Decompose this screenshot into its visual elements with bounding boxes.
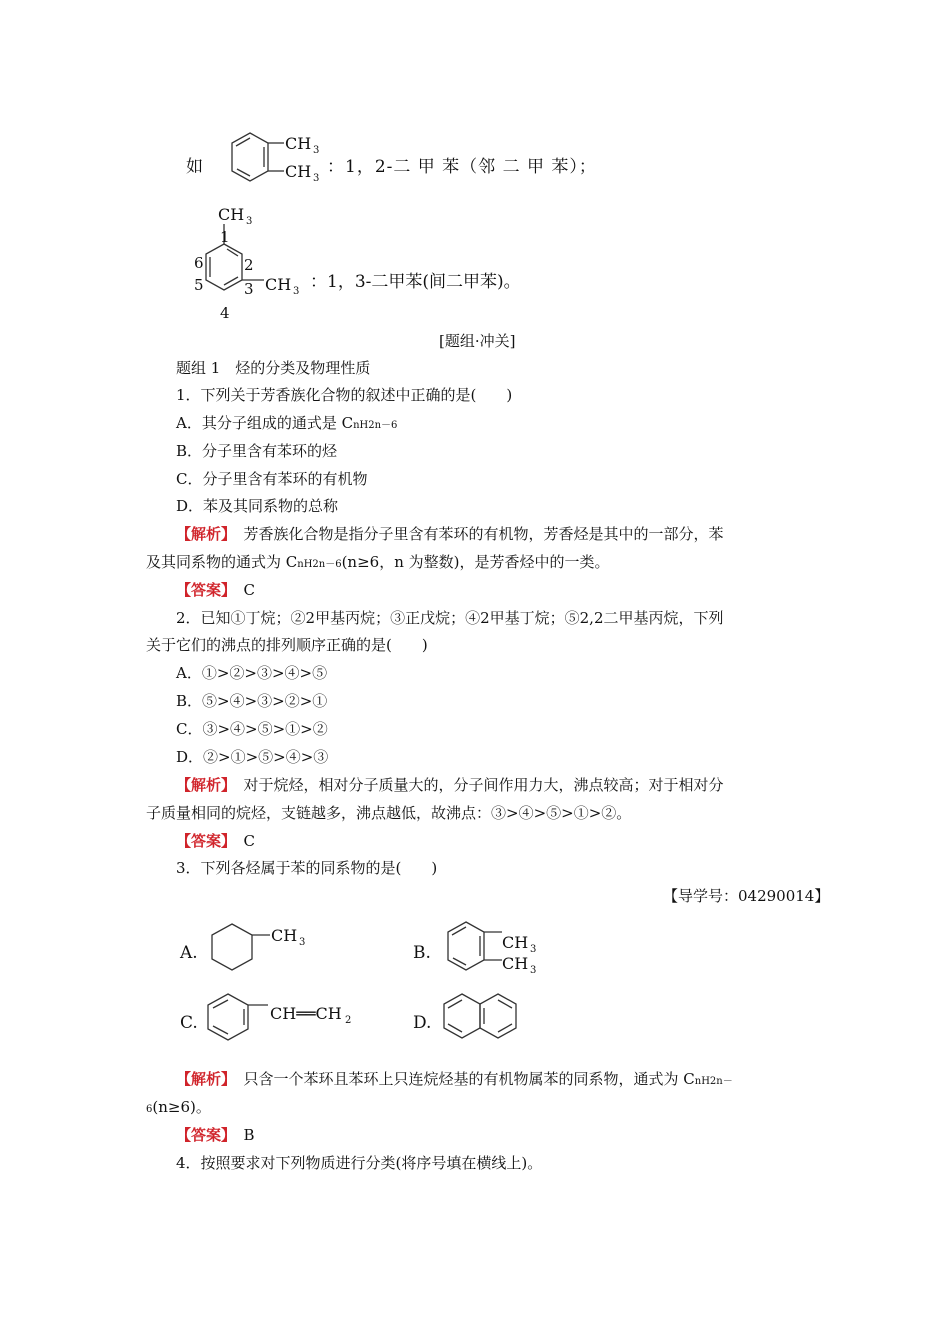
q1-option-a: A．其分子组成的通式是 CnH2n－6 [176, 414, 398, 432]
m-xylene-structure [190, 200, 310, 320]
q1-analysis-line2: 及其同系物的通式为 CnH2n－6(n≥6，n 为整数)，是芳香烃中的一类。 [146, 553, 610, 571]
ch3-label: CH [285, 134, 312, 153]
answer-label: 【答案】 [176, 1126, 229, 1144]
q2-stem-line1: 2．已知①丁烷；②2甲基丙烷；③正戊烷；④2甲基丁烷；⑤2,2二甲基丙烷，下列 [176, 609, 724, 627]
ch3-label: CH [285, 162, 312, 181]
q2-answer: 【答案】 C [176, 832, 255, 850]
vinyl-formula: CH══CH [270, 1004, 342, 1023]
q3-analysis-line1: 【解析】 只含一个苯环且苯环上只连烷烃基的有机物属苯的同系物，通式为 CnH2n－ [176, 1070, 733, 1088]
q3-option-c-structure [200, 988, 360, 1058]
q3-option-b-structure [432, 914, 552, 984]
position-number: 1 [220, 228, 230, 246]
q2-analysis-line2: 子质量相同的烷烃，支链越多，沸点越低，故沸点：③>④>⑤>①>②。 [146, 804, 632, 822]
ch3-label: CH [502, 933, 529, 952]
section-tag: [题组·冲关] [439, 332, 516, 350]
position-number: 4 [220, 304, 230, 322]
position-number: 3 [244, 280, 254, 298]
q3-option-d-structure [438, 988, 538, 1058]
q1-option-d: D．苯及其同系物的总称 [176, 497, 339, 515]
ch3-sub: 3 [313, 173, 320, 184]
q3-option-a-letter: A. [180, 943, 198, 963]
q3-answer: 【答案】 B [176, 1126, 255, 1144]
group-title: 题组 1 烃的分类及物理性质 [176, 359, 371, 377]
answer-label: 【答案】 [176, 581, 229, 599]
q3-option-b-letter: B. [413, 943, 431, 963]
ch3-sub: 3 [530, 944, 537, 955]
q2-analysis-line1: 【解析】 对于烷烃，相对分子质量大的，分子间作用力大，沸点较高；对于相对分 [176, 776, 724, 794]
q1-option-b: B．分子里含有苯环的烃 [176, 442, 338, 460]
answer-label: 【答案】 [176, 832, 229, 850]
position-number: 2 [244, 256, 254, 274]
q3-guide-number: 【导学号：04290014】 [663, 887, 830, 905]
ch3-label: CH [271, 926, 298, 945]
ch3-sub: 3 [246, 216, 253, 227]
position-number: 5 [194, 276, 204, 294]
q4-stem: 4．按照要求对下列物质进行分类(将序号填在横线上)。 [176, 1154, 543, 1172]
q3-option-c-letter: C. [180, 1013, 198, 1033]
q3-analysis-line2: 6(n≥6)。 [146, 1098, 211, 1116]
position-number: 6 [194, 254, 204, 272]
q2-option-b: B．⑤>④>③>②>① [176, 692, 328, 710]
q3-option-d-letter: D. [413, 1013, 432, 1033]
ch3-label: CH [218, 205, 245, 224]
q2-option-c: C．③>④>⑤>①>② [176, 720, 328, 738]
analysis-label: 【解析】 [176, 1070, 229, 1088]
o-xylene-structure [210, 125, 330, 195]
ch3-sub: 3 [530, 965, 537, 976]
analysis-label: 【解析】 [176, 776, 229, 794]
ch3-label: CH [265, 275, 292, 294]
q2-option-a: A．①>②>③>④>⑤ [176, 664, 328, 682]
q2-option-d: D．②>①>⑤>④>③ [176, 748, 329, 766]
example1-description: ：1，2-二 甲 苯（邻 二 甲 苯）； [327, 157, 597, 177]
q3-option-a-structure [200, 918, 320, 988]
ch3-sub: 3 [299, 937, 306, 948]
ch2-sub: 2 [345, 1015, 352, 1026]
q3-stem: 3．下列各烃属于苯的同系物的是( ) [176, 859, 438, 877]
ch3-label: CH [502, 954, 529, 973]
ch3-sub: 3 [313, 145, 320, 156]
q1-analysis-line1: 【解析】 芳香族化合物是指分子里含有苯环的有机物，芳香烃是其中的一部分，苯 [176, 525, 724, 543]
q2-stem-line2: 关于它们的沸点的排列顺序正确的是( ) [146, 636, 428, 654]
intro-prefix: 如 [186, 157, 203, 177]
example2-description: ：1，3-二甲苯(间二甲苯)。 [310, 272, 521, 292]
analysis-label: 【解析】 [176, 525, 229, 543]
q1-option-c: C．分子里含有苯环的有机物 [176, 470, 368, 488]
q1-stem: 1．下列关于芳香族化合物的叙述中正确的是( ) [176, 386, 513, 404]
q1-answer: 【答案】 C [176, 581, 255, 599]
ch3-sub: 3 [293, 286, 300, 297]
